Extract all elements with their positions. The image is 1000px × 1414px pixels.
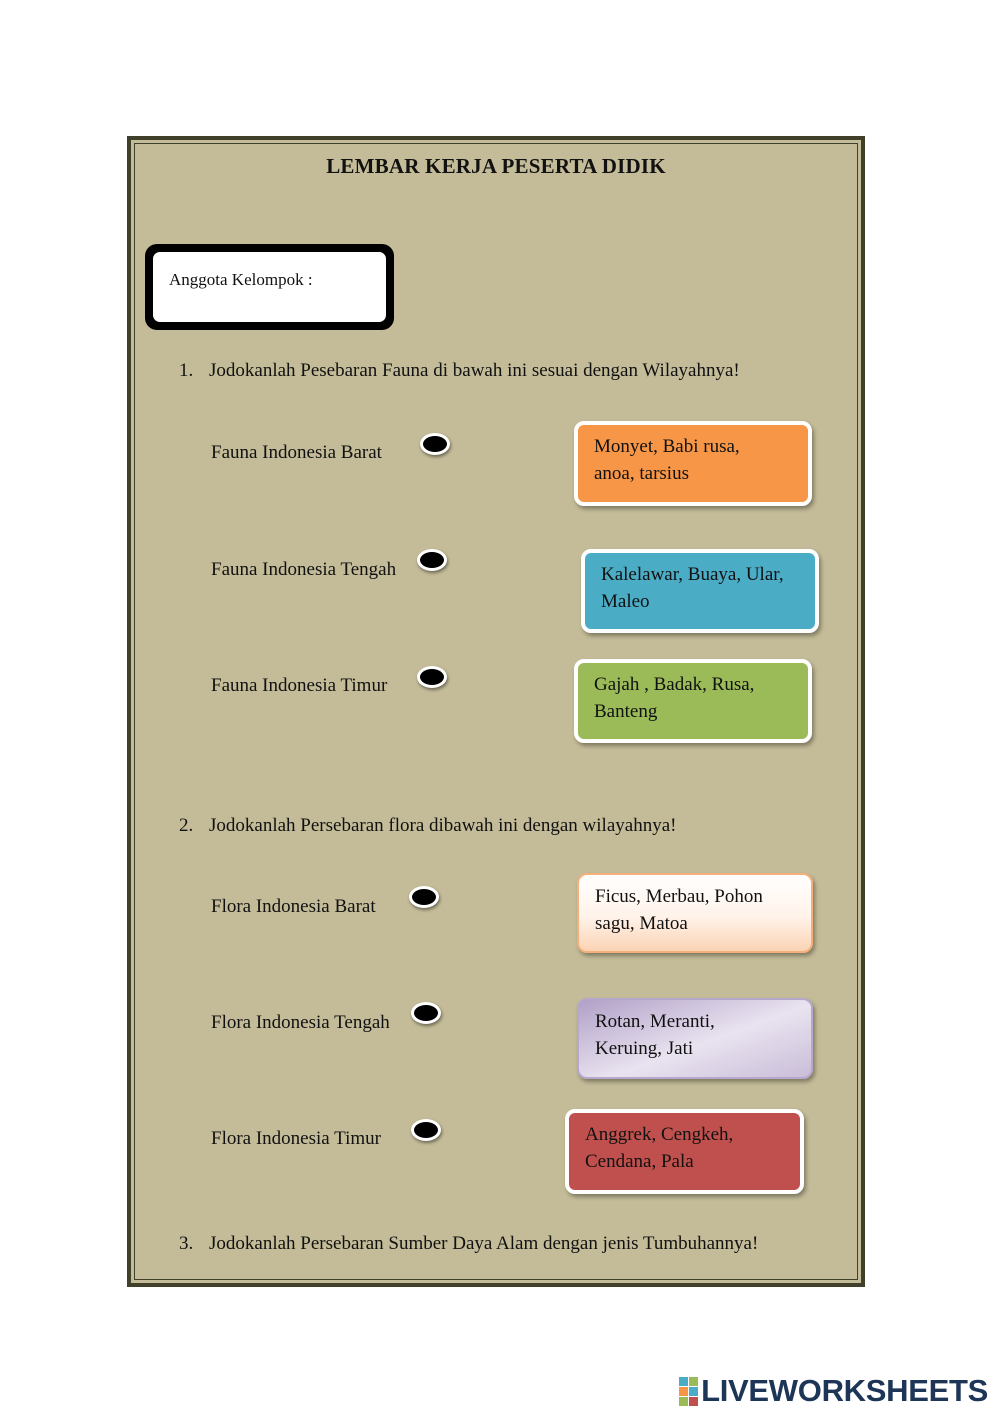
fauna-label-barat: Fauna Indonesia Barat [211, 442, 382, 463]
group-members-label: Anggota Kelompok : [169, 270, 313, 289]
flora-option-3-line1: Anggrek, Cengkeh, [585, 1124, 734, 1145]
fauna-match-dot-tengah[interactable] [417, 549, 447, 571]
worksheet-title: LEMBAR KERJA PESERTA DIDIK [326, 154, 666, 178]
flora-option-card-2[interactable] [577, 998, 813, 1079]
question-2 [179, 815, 676, 837]
fauna-option-card-1[interactable] [574, 421, 812, 506]
flora-option-card-3[interactable] [565, 1109, 804, 1194]
fauna-option-card-3[interactable] [574, 659, 812, 743]
group-members-inner[interactable] [153, 252, 386, 322]
flora-option-1-line1: Ficus, Merbau, Pohon [595, 886, 763, 907]
fauna-match-dot-timur[interactable] [417, 666, 447, 688]
fauna-option-1-line1: Monyet, Babi rusa, [594, 436, 740, 457]
fauna-label-timur: Fauna Indonesia Timur [211, 675, 388, 696]
flora-label-tengah: Flora Indonesia Tengah [211, 1012, 390, 1033]
fauna-option-3-line2: Banteng [594, 701, 658, 722]
fauna-option-2-line2: Maleo [601, 591, 650, 612]
question-2-number: 2. [179, 815, 194, 836]
flora-label-timur: Flora Indonesia Timur [211, 1128, 381, 1149]
fauna-label-tengah: Fauna Indonesia Tengah [211, 559, 397, 580]
question-2-text: Jodokanlah Persebaran flora dibawah ini dengan wilayahnya! [209, 815, 677, 836]
worksheet-frame [127, 136, 865, 1287]
flora-label-barat: Flora Indonesia Barat [211, 896, 376, 917]
fauna-option-2-line1: Kalelawar, Buaya, Ular, [601, 564, 784, 585]
flora-option-card-1[interactable] [577, 873, 813, 953]
question-1-text: Jodokanlah Pesebaran Fauna di bawah ini sesuai dengan Wilayahnya! [209, 360, 740, 381]
fauna-option-3-line1: Gajah , Badak, Rusa, [594, 674, 755, 695]
question-3-text: Jodokanlah Persebaran Sumber Daya Alam dengan jenis Tumbuhannya! [209, 1233, 759, 1254]
liveworksheets-brand[interactable] [679, 1373, 988, 1409]
question-1 [179, 360, 740, 382]
question-3 [179, 1233, 758, 1255]
flora-match-dot-barat[interactable] [409, 886, 439, 908]
flora-match-dot-timur[interactable] [411, 1119, 441, 1141]
flora-match-dot-tengah[interactable] [411, 1002, 441, 1024]
fauna-option-card-2[interactable] [581, 549, 819, 633]
flora-option-2-line1: Rotan, Meranti, [595, 1011, 715, 1032]
fauna-match-dot-barat[interactable] [420, 433, 450, 455]
liveworksheets-wordmark: LIVEWORKSHEETS [701, 1373, 988, 1408]
liveworksheets-logo-icon [679, 1377, 698, 1406]
flora-option-1-line2: sagu, Matoa [595, 913, 688, 934]
fauna-option-1-line2: anoa, tarsius [594, 463, 689, 484]
flora-option-3-line2: Cendana, Pala [585, 1151, 694, 1172]
flora-option-2-line2: Keruing, Jati [595, 1038, 694, 1059]
group-members-box[interactable] [145, 244, 394, 330]
question-3-number: 3. [179, 1233, 194, 1254]
question-1-number: 1. [179, 360, 194, 381]
